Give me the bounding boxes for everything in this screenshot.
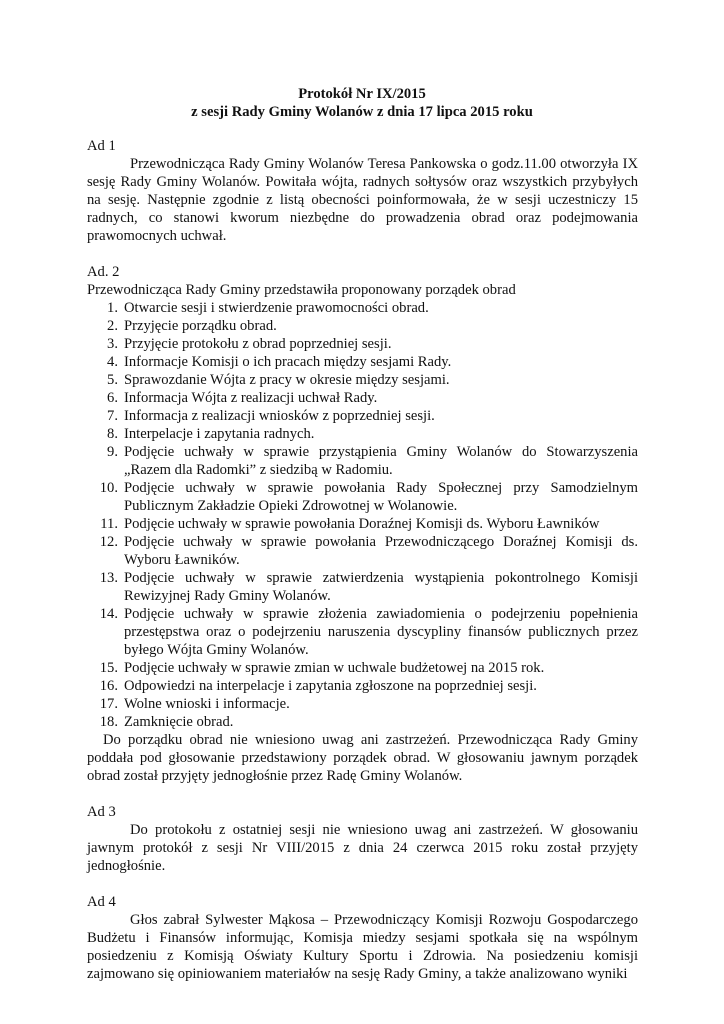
agenda-item bbox=[87, 317, 638, 335]
agenda-item-number: 17. bbox=[99, 696, 118, 712]
agenda-item-number: 4. bbox=[107, 354, 118, 370]
agenda-item-text: Podjęcie uchwały w sprawie powołania Rady Społecznej przy Samodzielnym Publicznym Zakładzie Opieki Zdrowotnej w Wolanowie. bbox=[124, 480, 638, 514]
agenda-item bbox=[87, 713, 638, 731]
agenda-item-number: 14. bbox=[99, 606, 118, 622]
agenda-item bbox=[87, 479, 638, 515]
spacer bbox=[87, 785, 638, 803]
document-title: Protokół Nr IX/2015 bbox=[298, 86, 426, 102]
agenda-item-number: 2. bbox=[107, 318, 118, 334]
agenda-item-text: Informacja z realizacji wniosków z poprzedniej sesji. bbox=[124, 408, 435, 424]
agenda-item-number: 16. bbox=[99, 678, 118, 694]
agenda-item bbox=[87, 695, 638, 713]
agenda-item bbox=[87, 335, 638, 353]
document-subtitle: z sesji Rady Gminy Wolanów z dnia 17 lipca 2015 roku bbox=[191, 104, 533, 120]
agenda-item-text: Podjęcie uchwały w sprawie zatwierdzenia wystąpienia pokontrolnego Komisji Rewizyjnej Rady Gminy Wolanów. bbox=[124, 570, 638, 604]
agenda-item-text: Odpowiedzi na interpelacje i zapytania zgłoszone na poprzedniej sesji. bbox=[124, 678, 537, 694]
agenda-item-text: Wolne wnioski i informacje. bbox=[124, 696, 290, 712]
section-text-ad3: Do protokołu z ostatniej sesji nie wniesiono uwag ani zastrzeżeń. W głosowaniu jawnym protokół z sesji Nr VIII/2015 z dnia 24 czerwca 2015 roku został przyjęty jednogłośnie. bbox=[87, 822, 638, 874]
agenda-item-text: Informacja Wójta z realizacji uchwał Rady. bbox=[124, 390, 378, 406]
agenda-item-number: 5. bbox=[107, 372, 118, 388]
spacer bbox=[87, 245, 638, 263]
agenda-item-number: 13. bbox=[99, 570, 118, 586]
agenda-list bbox=[87, 299, 638, 731]
agenda-item-number: 15. bbox=[99, 660, 118, 676]
agenda-item-number: 9. bbox=[107, 444, 118, 460]
section-text-ad4: Głos zabrał Sylwester Mąkosa – Przewodniczący Komisji Rozwoju Gospodarczego Budżetu i Finansów informując, Komisja miedzy sesjami spotkała się na wspólnym posiedzeniu z Komisją Oświaty Kultury Sportu i Zdrowia. Na posiedzeniu komisji zajmowano się opiniowaniem materiałów na sesję Rady Gminy, a także analizowano wyniki bbox=[87, 912, 638, 982]
section-heading-ad2: Ad. 2 bbox=[87, 264, 120, 280]
agenda-item bbox=[87, 425, 638, 443]
agenda-intro: Przewodnicząca Rady Gminy przedstawiła proponowany porządek obrad bbox=[87, 282, 516, 298]
agenda-item-number: 18. bbox=[99, 714, 118, 730]
agenda-item bbox=[87, 299, 638, 317]
agenda-item-number: 8. bbox=[107, 426, 118, 442]
agenda-item bbox=[87, 605, 638, 659]
agenda-item-text: Podjęcie uchwały w sprawie powołania Przewodniczącego Doraźnej Komisji ds. Wyboru Ławników. bbox=[124, 534, 638, 568]
agenda-item-number: 7. bbox=[107, 408, 118, 424]
agenda-item-text: Podjęcie uchwały w sprawie zmian w uchwale budżetowej na 2015 rok. bbox=[124, 660, 545, 676]
agenda-item bbox=[87, 569, 638, 605]
agenda-item-text: Informacje Komisji o ich pracach między sesjami Rady. bbox=[124, 354, 452, 370]
spacer bbox=[87, 875, 638, 893]
agenda-outro: Do porządku obrad nie wniesiono uwag ani zastrzeżeń. Przewodnicząca Rady Gminy poddała pod głosowanie przedstawiony porządek obrad. W głosowaniu jawnym porządek obrad został przyjęty jednogłośnie przez Radę Gminy Wolanów. bbox=[87, 732, 638, 784]
agenda-item bbox=[87, 515, 638, 533]
agenda-item-text: Sprawozdanie Wójta z pracy w okresie między sesjami. bbox=[124, 372, 450, 388]
agenda-item bbox=[87, 407, 638, 425]
agenda-item bbox=[87, 371, 638, 389]
agenda-item bbox=[87, 389, 638, 407]
agenda-item-number: 3. bbox=[107, 336, 118, 352]
agenda-item bbox=[87, 533, 638, 569]
agenda-item-number: 1. bbox=[107, 300, 118, 316]
agenda-item bbox=[87, 677, 638, 695]
agenda-item-number: 11. bbox=[100, 516, 118, 532]
document-body bbox=[87, 137, 638, 983]
agenda-item-number: 10. bbox=[99, 480, 118, 496]
agenda-item bbox=[87, 659, 638, 677]
section-heading-ad4: Ad 4 bbox=[87, 894, 116, 910]
agenda-item-text: Podjęcie uchwały w sprawie złożenia zawiadomienia o podejrzeniu popełnienia przestępstwa oraz o podejrzeniu naruszenia dyscypliny finansów publicznych przez byłego Wójta Gminy Wolanów. bbox=[124, 606, 638, 658]
agenda-item bbox=[87, 443, 638, 479]
agenda-item bbox=[87, 353, 638, 371]
section-text-ad1: Przewodnicząca Rady Gminy Wolanów Teresa Pankowska o godz.11.00 otworzyła IX sesję Rady Gminy Wolanów. Powitała wójta, radnych sołtysów oraz wszystkich przybyłych na sesję. Następnie zgodnie z listą obecności poinformowała, że w sesji uczestniczy 15 radnych, co stanowi kworum niezbędne do prowadzenia obrad oraz podejmowania prawomocnych uchwał. bbox=[87, 156, 638, 244]
agenda-item-text: Otwarcie sesji i stwierdzenie prawomocności obrad. bbox=[124, 300, 429, 316]
agenda-item-text: Zamknięcie obrad. bbox=[124, 714, 234, 730]
agenda-item-text: Przyjęcie porządku obrad. bbox=[124, 318, 277, 334]
agenda-item-text: Podjęcie uchwały w sprawie przystąpienia Gminy Wolanów do Stowarzyszenia „Razem dla Radomki” z siedzibą w Radomiu. bbox=[124, 444, 638, 478]
agenda-item-number: 12. bbox=[99, 534, 118, 550]
section-heading-ad1: Ad 1 bbox=[87, 138, 116, 154]
agenda-item-text: Przyjęcie protokołu z obrad poprzedniej sesji. bbox=[124, 336, 392, 352]
agenda-item-text: Interpelacje i zapytania radnych. bbox=[124, 426, 315, 442]
section-heading-ad3: Ad 3 bbox=[87, 804, 116, 820]
agenda-item-text: Podjęcie uchwały w sprawie powołania Doraźnej Komisji ds. Wyboru Ławników bbox=[124, 516, 600, 532]
agenda-item-number: 6. bbox=[107, 390, 118, 406]
